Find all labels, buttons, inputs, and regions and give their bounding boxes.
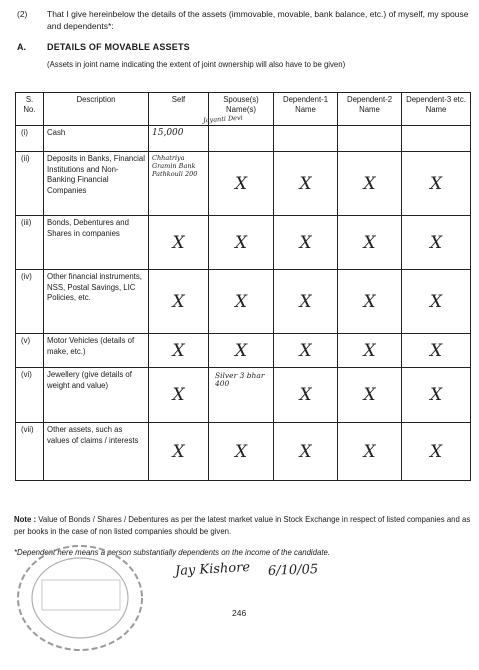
note-text: Value of Bonds / Shares / Debentures as per the latest market value in Stock Exchange in respect of listed companies and as per books in the case of non listed companies should be given.	[14, 515, 471, 536]
row-dep3	[402, 270, 471, 334]
table-row	[16, 270, 471, 334]
cross-mark: X	[363, 173, 376, 194]
row-dep1	[274, 152, 338, 216]
row-description: Motor Vehicles (details of make, etc.)	[44, 334, 149, 368]
table-row	[16, 152, 471, 216]
cross-mark: X	[363, 232, 376, 253]
cross-mark: X	[234, 291, 248, 312]
handwritten-cash: 15,000	[152, 128, 184, 138]
row-dep1	[274, 216, 338, 270]
row-dep1	[274, 126, 338, 152]
row-sno: (vi)	[16, 368, 44, 423]
row-self	[149, 423, 209, 481]
signature-date: 6/10/05	[267, 562, 319, 579]
row-description: Deposits in Banks, Financial Institutions and Non-Banking Financial Companies	[44, 152, 149, 216]
cross-mark: X	[172, 441, 185, 462]
row-dep2	[338, 216, 402, 270]
cross-mark: X	[234, 173, 248, 194]
row-self	[149, 368, 209, 423]
table-row	[16, 216, 471, 270]
row-spouse	[209, 126, 274, 152]
section-subtitle: (Assets in joint name indicating the extent of joint ownership will also have to be given)	[47, 60, 346, 69]
cross-mark: X	[299, 173, 312, 194]
row-sno: (iv)	[16, 270, 44, 334]
section-title: DETAILS OF MOVABLE ASSETS	[47, 42, 190, 52]
intro-number: (2)	[17, 9, 28, 19]
row-self	[149, 334, 209, 368]
cross-mark: X	[172, 340, 185, 361]
header-description: Description	[44, 93, 149, 126]
row-dep2	[338, 270, 402, 334]
row-dep3	[402, 368, 471, 423]
header-dependent-3: Dependent-3 etc. Name	[402, 93, 471, 126]
note	[14, 514, 474, 538]
cross-mark: X	[234, 441, 248, 462]
row-description: Cash	[44, 126, 149, 152]
dependent-note: *Dependent here means a person substantially dependents on the income of the candidate.	[14, 548, 330, 557]
cross-mark: X	[234, 232, 248, 253]
table-row	[16, 126, 471, 152]
row-dep2	[338, 334, 402, 368]
row-dep1	[274, 423, 338, 481]
handwritten-jewellery: Silver 3 bhar 400	[215, 371, 265, 388]
cross-mark: X	[299, 441, 312, 462]
row-spouse	[209, 216, 274, 270]
cross-mark: X	[299, 385, 312, 405]
table-row	[16, 368, 471, 423]
note-label: Note :	[14, 515, 37, 524]
row-dep2	[338, 368, 402, 423]
row-dep2	[338, 423, 402, 481]
cross-mark: X	[172, 385, 185, 405]
header-dependent-1: Dependent-1 Name	[274, 93, 338, 126]
intro-text: That I give hereinbelow the details of the assets (immovable, movable, bank balance, etc.) of myself, my spouse and dependents*:	[47, 9, 469, 31]
official-seal	[12, 540, 177, 660]
cross-mark: X	[299, 291, 312, 312]
cross-mark: X	[172, 232, 185, 253]
row-self	[149, 152, 209, 216]
row-description: Other financial instruments, NSS, Postal Savings, LIC Policies, etc.	[44, 270, 149, 334]
row-sno: (i)	[16, 126, 44, 152]
row-spouse	[209, 270, 274, 334]
section-letter: A.	[17, 42, 26, 52]
row-sno: (ii)	[16, 152, 44, 216]
cross-mark: X	[429, 441, 443, 462]
cross-mark: X	[363, 385, 376, 405]
row-dep2	[338, 126, 402, 152]
header-spouse: Spouse(s) Name(s)	[209, 93, 274, 126]
row-dep3	[402, 423, 471, 481]
row-sno: (v)	[16, 334, 44, 368]
cross-mark: X	[234, 340, 248, 361]
row-dep2	[338, 152, 402, 216]
row-self	[149, 126, 209, 152]
row-dep1	[274, 334, 338, 368]
cross-mark: X	[429, 173, 443, 194]
row-dep3	[402, 126, 471, 152]
row-self	[149, 270, 209, 334]
cross-mark: X	[363, 441, 376, 462]
handwritten-deposit: Chhatriya Gramin Bank Pathkouli 200	[152, 154, 198, 178]
row-dep1	[274, 368, 338, 423]
row-dep3	[402, 216, 471, 270]
row-self	[149, 216, 209, 270]
table-row	[16, 423, 471, 481]
row-spouse	[209, 368, 274, 423]
header-sno: S. No.	[16, 93, 44, 126]
cross-mark: X	[299, 232, 312, 253]
row-sno: (vii)	[16, 423, 44, 481]
page-number: 246	[232, 608, 247, 618]
spouse-handwritten-name: Jayanti Devi	[202, 113, 244, 125]
row-description: Bonds, Debentures and Shares in companies	[44, 216, 149, 270]
cross-mark: X	[172, 291, 185, 312]
header-self: Self	[149, 93, 209, 126]
cross-mark: X	[363, 291, 376, 312]
cross-mark: X	[429, 340, 443, 361]
row-dep1	[274, 270, 338, 334]
movable-assets-table	[15, 92, 471, 481]
cross-mark: X	[429, 385, 443, 405]
row-spouse	[209, 334, 274, 368]
cross-mark: X	[429, 232, 443, 253]
row-spouse	[209, 423, 274, 481]
row-description: Jewellery (give details of weight and value)	[44, 368, 149, 423]
row-description: Other assets, such as values of claims / interests	[44, 423, 149, 481]
row-spouse	[209, 152, 274, 216]
cross-mark: X	[429, 291, 443, 312]
row-dep3	[402, 334, 471, 368]
header-dependent-2: Dependent-2 Name	[338, 93, 402, 126]
row-sno: (iii)	[16, 216, 44, 270]
cross-mark: X	[299, 340, 312, 361]
row-dep3	[402, 152, 471, 216]
signature: Jay Kishore	[174, 560, 251, 579]
cross-mark: X	[363, 340, 376, 361]
table-row	[16, 334, 471, 368]
